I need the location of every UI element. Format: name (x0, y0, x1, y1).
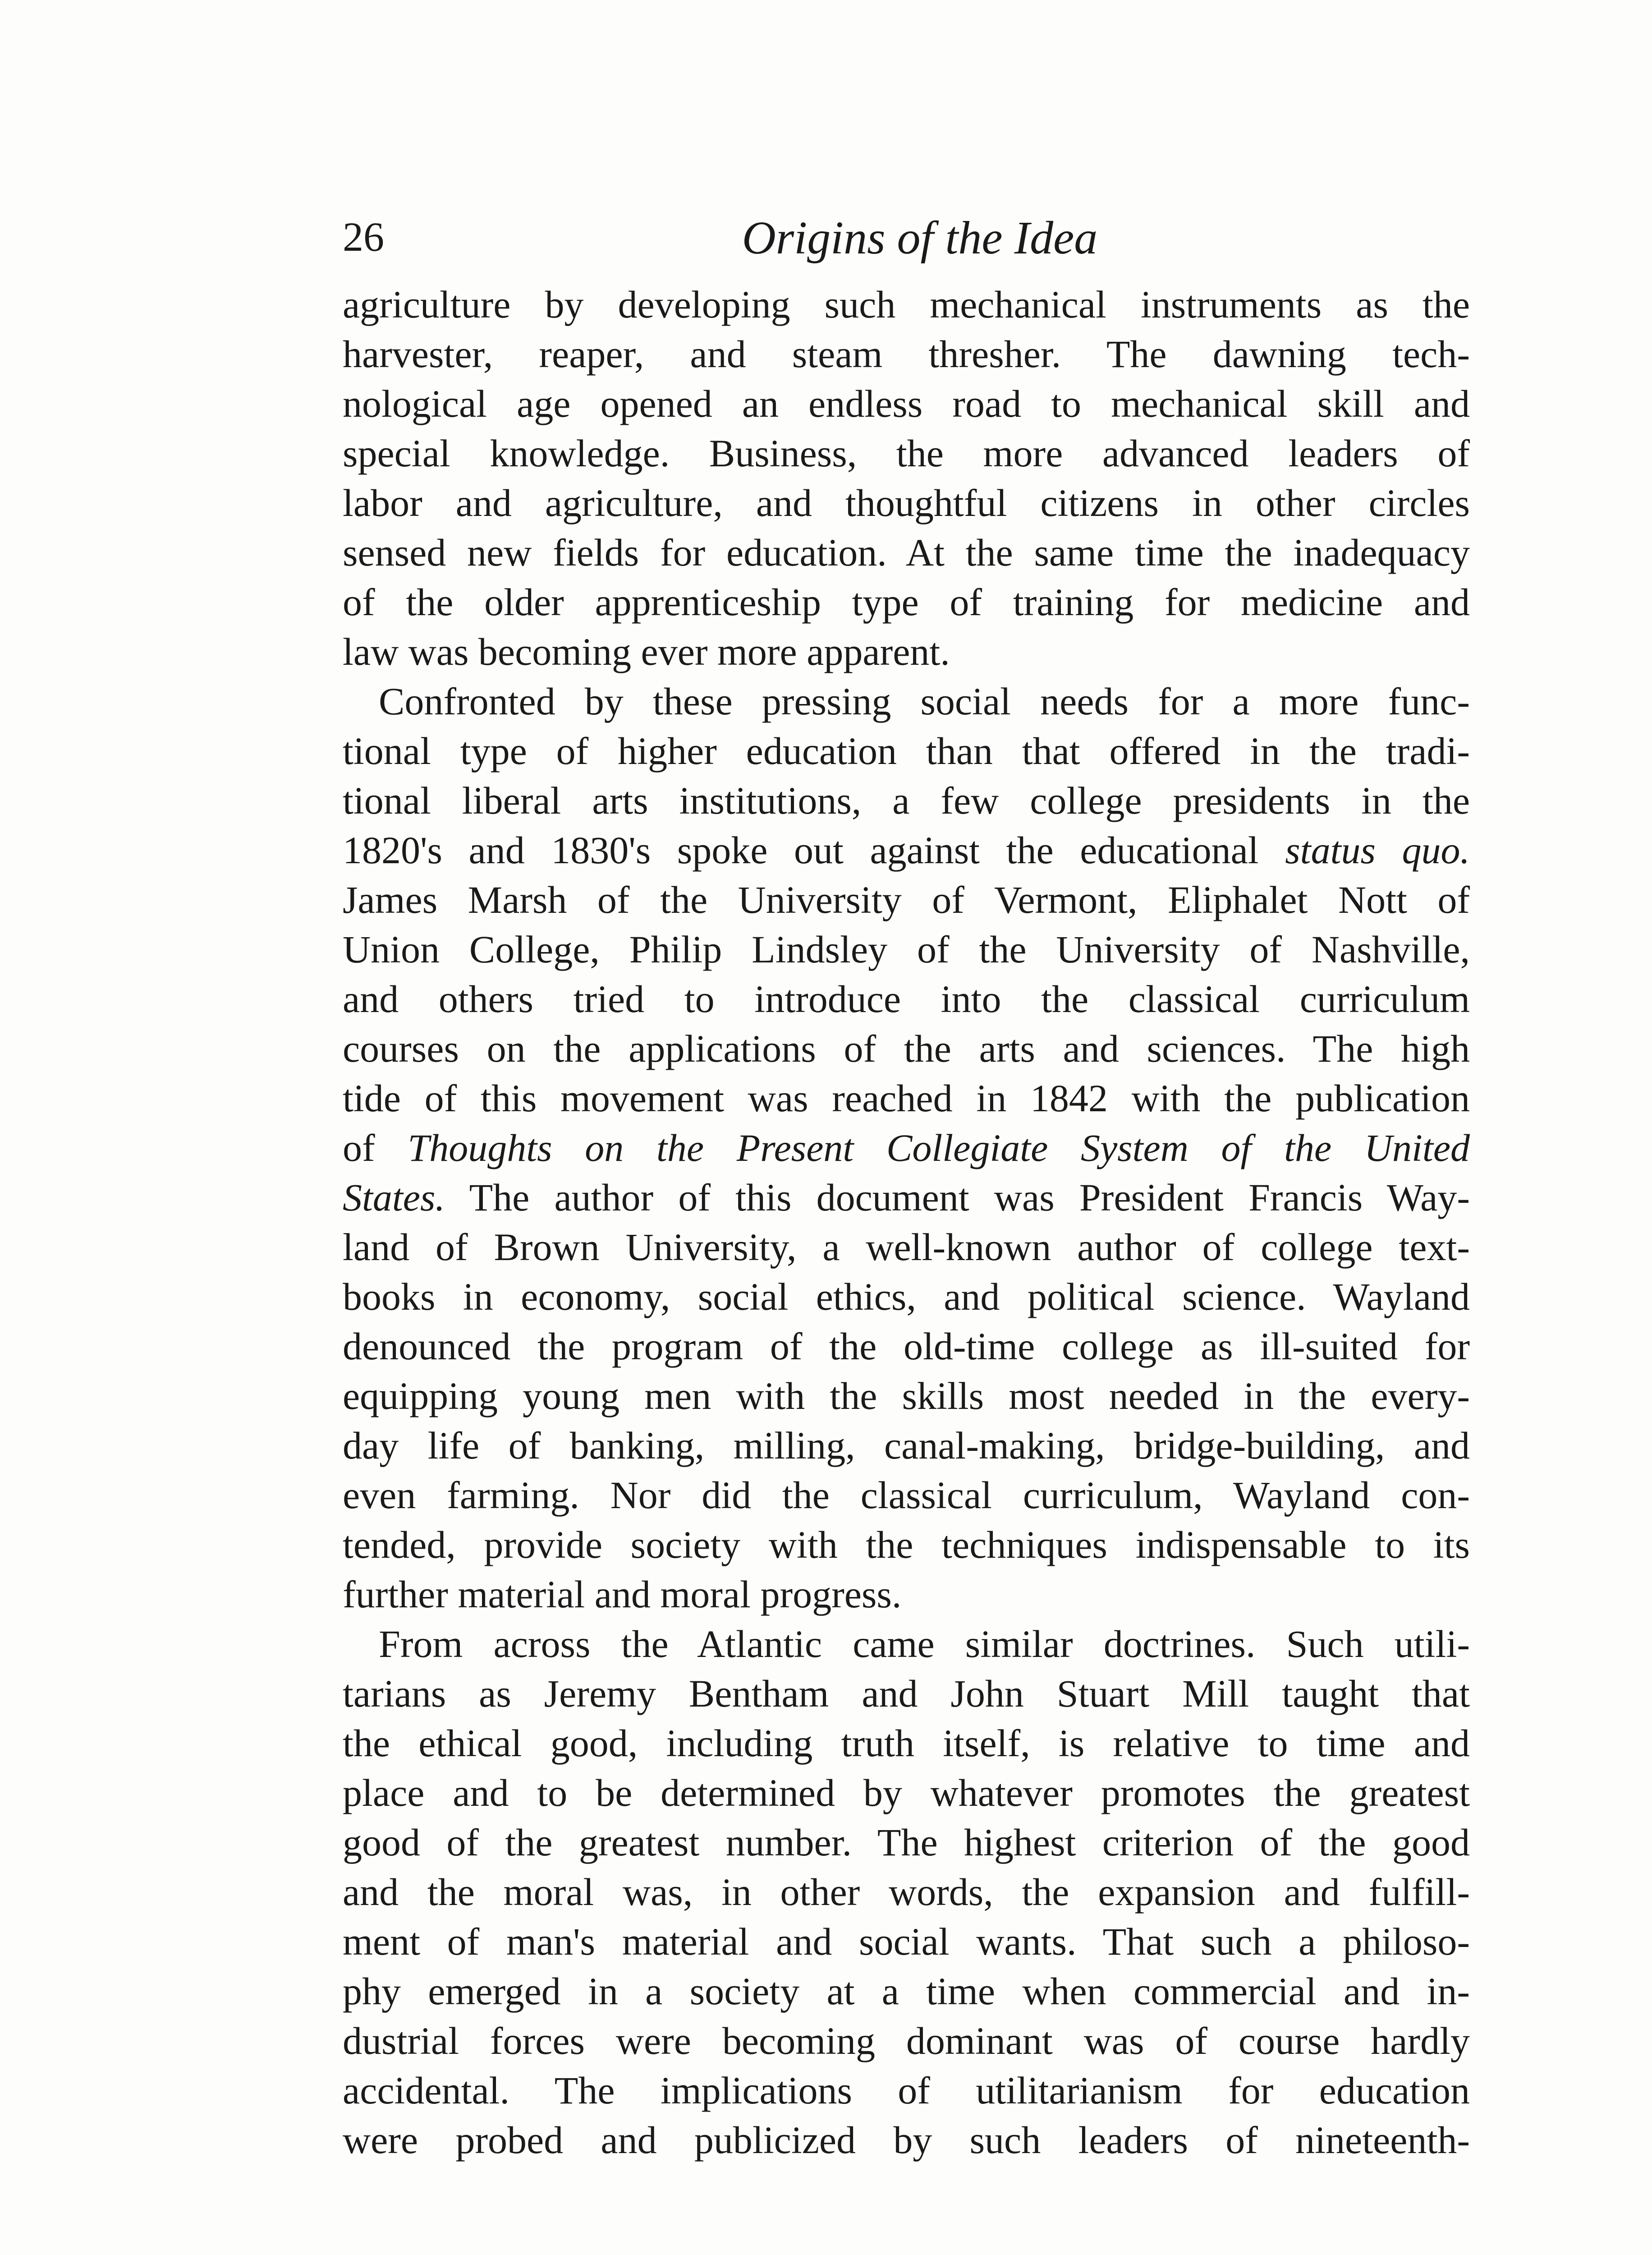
page-header (343, 198, 1470, 266)
text-line: books in economy, social ethics, and political science. Wayland (343, 1275, 1470, 1318)
text-line: tended, provide society with the techniques indispensable to its (343, 1523, 1470, 1566)
text-line: tide of this movement was reached in 1842 with the publication (343, 1077, 1470, 1120)
text-line: were probed and publicized by such leaders of nineteenth- (343, 2118, 1470, 2162)
text-line: equipping young men with the skills most needed in the every- (343, 1374, 1470, 1417)
text-line: and the moral was, in other words, the expansion and fulfill- (343, 1870, 1470, 1914)
text-line: From across the Atlantic came similar doctrines. Such utili- (379, 1622, 1470, 1666)
paragraph (343, 676, 1470, 1619)
italic-phrase: status quo. (1285, 828, 1470, 872)
text-line: the ethical good, including truth itself, is relative to time and (343, 1721, 1470, 1765)
text-line: Confronted by these pressing social needs for a more func- (379, 680, 1470, 723)
italic-phrase: Thoughts on the Present Collegiate System of the United (408, 1126, 1470, 1169)
text-line: tional type of higher education than that offered in the tradi- (343, 729, 1470, 773)
italic-phrase: States. (343, 1176, 445, 1219)
text-line: 1820's and 1830's spoke out against the educational status quo. (343, 828, 1470, 872)
text-line: agriculture by developing such mechanical instruments as the (343, 283, 1470, 326)
text-line: phy emerged in a society at a time when commercial and in- (343, 1970, 1470, 2013)
text-line: even farming. Nor did the classical curriculum, Wayland con- (343, 1473, 1470, 1517)
text-line: law was becoming ever more apparent. (343, 630, 950, 673)
text-line: tional liberal arts institutions, a few college presidents in the (343, 779, 1470, 822)
page-number: 26 (343, 214, 384, 260)
text-line: harvester, reaper, and steam thresher. The dawning tech- (343, 332, 1470, 376)
text-line: tarians as Jeremy Bentham and John Stuart Mill taught that (343, 1672, 1470, 1715)
paragraph (343, 1619, 1470, 2165)
text-line: courses on the applications of the arts and sciences. The high (343, 1027, 1470, 1070)
text-line: dustrial forces were becoming dominant was of course hardly (343, 2019, 1470, 2062)
body-text (343, 280, 1470, 2165)
text-line: special knowledge. Business, the more advanced leaders of (343, 432, 1470, 475)
text-line: nological age opened an endless road to mechanical skill and (343, 382, 1470, 425)
text-line: good of the greatest number. The highest criterion of the good (343, 1821, 1470, 1864)
text-line: ment of man's material and social wants. That such a philoso- (343, 1920, 1470, 1963)
text-line: labor and agriculture, and thoughtful citizens in other circles (343, 481, 1470, 525)
text-line: States. The author of this document was President Francis Way- (343, 1176, 1470, 1219)
paragraph (343, 280, 1470, 676)
text-line: James Marsh of the University of Vermont, Eliphalet Nott of (343, 878, 1470, 921)
text-line: land of Brown University, a well-known author of college text- (343, 1225, 1470, 1269)
text-line: denounced the program of the old-time college as ill-suited for (343, 1325, 1470, 1368)
text-line: accidental. The implications of utilitarianism for education (343, 2069, 1470, 2112)
text-line: further material and moral progress. (343, 1573, 902, 1616)
running-title: Origins of the Idea (742, 212, 1098, 264)
text-line: of the older apprenticeship type of training for medicine and (343, 580, 1470, 624)
text-line: and others tried to introduce into the classical curriculum (343, 977, 1470, 1021)
text-line: day life of banking, milling, canal-making, bridge-building, and (343, 1424, 1470, 1467)
text-line: sensed new fields for education. At the same time the inadequacy (343, 531, 1470, 574)
text-line: of Thoughts on the Present Collegiate System of the United (343, 1126, 1470, 1169)
text-line: Union College, Philip Lindsley of the University of Nashville, (343, 928, 1470, 971)
text-line: place and to be determined by whatever promotes the greatest (343, 1771, 1470, 1814)
